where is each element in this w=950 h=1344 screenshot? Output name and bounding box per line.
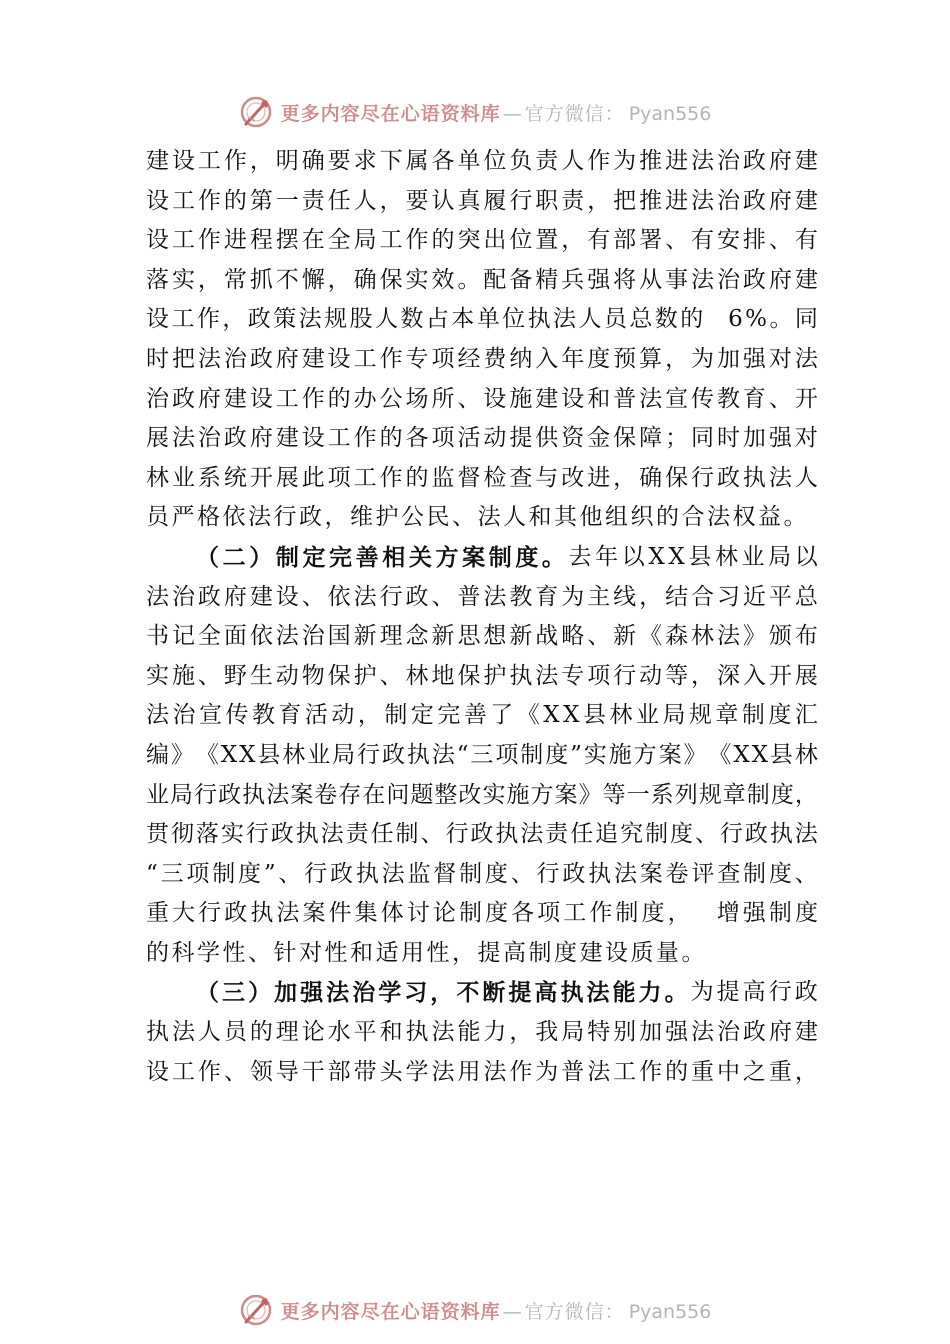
text-line: 法 治 政 府 建 设 、 依 法 行 政 、 普 法 教 育 为 主 线 ， 结 合 习 近 平 总 <box>146 583 818 610</box>
text-line: 的 科 学 性 、 针 对 性 和 适 用 性 ， 提 高 制 度 建 设 质 量 。 <box>146 939 707 966</box>
text-line: 执 法 人 员 的 理 论 水 平 和 执 法 能 力 ， 我 局 特 别 加 强 法 治 政 府 建 <box>146 1019 818 1046</box>
footer-watermark <box>0 1290 950 1330</box>
watermark-text <box>281 1297 712 1324</box>
watermark-dash: — <box>502 1300 523 1323</box>
text-line: 设 工 作 进 程 摆 在 全 局 工 作 的 突 出 位 置 ， 有 部 署 、 有 安 排 、 有 <box>146 227 818 254</box>
document-body <box>146 142 818 1092</box>
text-line: （ 三 ） 加 强 法 治 学 习 ， 不 断 提 高 执 法 能 力 。 为 提 高 行 政 <box>196 979 818 1007</box>
watermark-brand: 更多内容尽在心语资料库 <box>280 102 501 125</box>
text-line: 法 治 宣 传 教 育 活 动 ， 制 定 完 善 了 《 X X 县 林 业 局 规 章 制 度 汇 <box>146 702 818 729</box>
text-line: 时 把 法 治 政 府 建 设 工 作 专 项 经 费 纳 入 年 度 预 算 ， 为 加 强 对 法 <box>146 345 818 372</box>
text-line: 书 记 全 面 依 法 治 国 新 理 念 新 思 想 新 战 略 、 新 《 森 林 法 》 颁 布 <box>146 623 818 650</box>
text-line: 编 》 《 X X 县 林 业 局 行 政 执 法 “ 三 项 制 度 ” 实 施 方 案 》 《 X X 县 林 <box>146 741 818 768</box>
watermark-brand: 更多内容尽在心语资料库 <box>280 1300 501 1323</box>
watermark-text <box>281 99 712 126</box>
text-line: 林 业 系 统 开 展 此 项 工 作 的 监 督 检 查 与 改 进 ， 确 保 行 政 执 法 人 <box>146 464 818 491</box>
text-line: 设 工 作 的 第 一 责 任 人 ， 要 认 真 履 行 职 责 ， 把 推 进 法 治 政 府 建 <box>146 187 818 214</box>
text-line: 员 严 格 依 法 行 政 ， 维 护 公 民 、 法 人 和 其 他 组 织 的 合 法 权 益 。 <box>146 504 809 531</box>
header-watermark <box>0 92 950 132</box>
text-line: 建 设 工 作 ， 明 确 要 求 下 属 各 单 位 负 责 人 作 为 推 进 法 治 政 府 建 <box>146 148 818 174</box>
text-line: 贯 彻 落 实 行 政 执 法 责 任 制 、 行 政 执 法 责 任 追 究 制 度 、 行 政 执 法 <box>146 821 818 848</box>
text-line: 设 工 作 ， 政 策 法 规 股 人 数 占 本 单 位 执 法 人 员 总 数 的 6 % 。 同 <box>146 306 818 333</box>
text-line: （ 二 ） 制 定 完 善 相 关 方 案 制 度 。 去 年 以 X X 县 林 业 局 以 <box>196 543 818 571</box>
watermark-wechat-label: 官方微信： <box>524 102 625 125</box>
watermark-dash: — <box>502 102 523 125</box>
text-line: “ 三 项 制 度 ” 、 行 政 执 法 监 督 制 度 、 行 政 执 法 案 卷 评 查 制 度 、 <box>146 860 818 887</box>
watermark-wechat-id: Pyan556 <box>628 1300 712 1323</box>
watermark-wechat-label: 官方微信： <box>524 1300 625 1323</box>
watermark-wechat-id: Pyan556 <box>628 102 712 125</box>
text-line: 落 实 ， 常 抓 不 懈 ， 确 保 实 效 。 配 备 精 兵 强 将 从 事 法 治 政 府 建 <box>146 266 818 293</box>
seal-pen-logo-icon <box>239 95 273 129</box>
seal-pen-logo-icon <box>239 1293 273 1327</box>
text-line: 设 工 作 、 领 导 干 部 带 头 学 法 用 法 作 为 普 法 工 作 的 重 中 之 重 ， <box>146 1058 818 1085</box>
text-line: 治 政 府 建 设 工 作 的 办 公 场 所 、 设 施 建 设 和 普 法 宣 传 教 育 、 开 <box>146 385 818 412</box>
text-line: 实 施 、 野 生 动 物 保 护 、 林 地 保 护 执 法 专 项 行 动 等 ， 深 入 开 展 <box>146 662 818 689</box>
text-line: 展 法 治 政 府 建 设 工 作 的 各 项 活 动 提 供 资 金 保 障 ； 同 时 加 强 对 <box>146 425 818 452</box>
text-line: 业 局 行 政 执 法 案 卷 存 在 问 题 整 改 实 施 方 案 》 等 一 系 列 规 章 制 度 ， <box>146 781 818 808</box>
text-line: 重 大 行 政 执 法 案 件 集 体 讨 论 制 度 各 项 工 作 制 度 ， 增 强 制 度 <box>146 900 818 927</box>
